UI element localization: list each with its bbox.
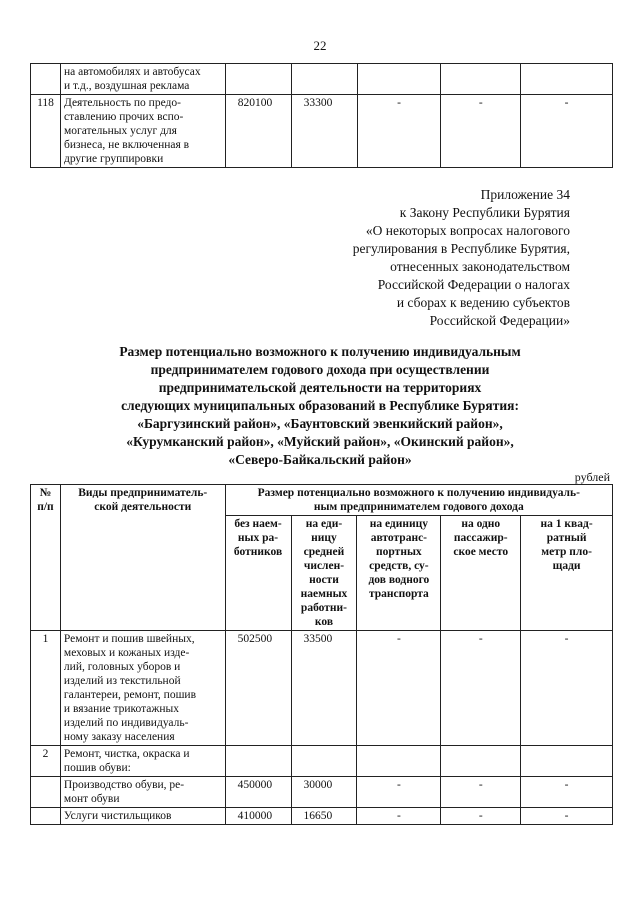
value-cell: [357, 746, 441, 777]
row-number: [31, 777, 61, 808]
header-income-group: [225, 485, 612, 516]
header-line: работни-: [300, 602, 347, 614]
header-line: щади: [552, 560, 581, 572]
header-line: ской деятельности: [94, 501, 192, 513]
header-subcolumn: [291, 516, 357, 631]
value-cell: 820100: [225, 95, 291, 168]
top-table: [30, 63, 613, 168]
title-line: предпринимателем годового дохода при осуществлении: [150, 362, 490, 377]
header-line: транспорта: [368, 588, 429, 600]
table-row: [31, 777, 613, 808]
title-line: «Баргузинский район», «Баунтовский эвенкийский район»,: [137, 416, 503, 431]
header-activity: [60, 485, 225, 631]
row-number: 2: [31, 746, 61, 777]
header-number: [31, 485, 61, 631]
table-row: [31, 808, 613, 825]
value-cell: -: [521, 808, 613, 825]
table-row: [31, 95, 613, 168]
value-cell: 33500: [291, 631, 357, 746]
table-row: [31, 746, 613, 777]
appendix-line: и сборах к ведению субъектов: [396, 295, 570, 310]
cell-line: Ремонт и пошив швейных,: [63, 633, 195, 645]
value-cell: -: [357, 808, 441, 825]
appendix-line: «О некоторых вопросах налогового: [365, 223, 570, 238]
value-cell: [521, 64, 613, 95]
cell-line: галантереи, ремонт, пошив: [63, 689, 197, 701]
activity-cell: [60, 746, 225, 777]
activity-cell: [60, 64, 225, 95]
appendix-line: к Закону Республики Бурятия: [399, 205, 570, 220]
activity-cell: [60, 808, 225, 825]
cell-line: Производство обуви, ре-: [63, 779, 185, 791]
header-line: ков: [314, 616, 334, 628]
title-line: «Северо-Байкальский район»: [228, 452, 412, 467]
table-row: [31, 631, 613, 746]
header-line: без наем-: [234, 518, 282, 530]
value-cell: 30000: [291, 777, 357, 808]
header-line: наемных: [300, 588, 348, 600]
title-line: следующих муниципальных образований в Республике Бурятия:: [121, 398, 519, 413]
header-line: средств, су-: [369, 560, 429, 572]
table-row: [31, 64, 613, 95]
appendix-line: регулирования в Республике Бурятия,: [352, 241, 570, 256]
value-cell: -: [441, 95, 521, 168]
value-cell: -: [521, 95, 613, 168]
header-line: дов водного: [368, 574, 430, 586]
header-subcolumn: [225, 516, 291, 631]
activity-cell: [60, 631, 225, 746]
value-cell: -: [521, 631, 613, 746]
cell-line: и т.д., воздушная реклама: [63, 80, 190, 92]
value-cell: [225, 746, 291, 777]
header-line: на одно: [461, 518, 501, 530]
cell-line: ному заказу населения: [63, 731, 175, 743]
header-line: метр пло-: [541, 546, 592, 558]
value-cell: -: [357, 631, 441, 746]
header-subcolumn: [441, 516, 521, 631]
value-cell: -: [357, 95, 441, 168]
page-number: 22: [313, 38, 327, 53]
header-subcolumn: [357, 516, 441, 631]
title-line: предпринимательской деятельности на территориях: [158, 380, 482, 395]
activity-cell: [60, 95, 225, 168]
title-line: Размер потенциально возможного к получению индивидуальным: [119, 344, 521, 359]
header-line: ское место: [453, 546, 509, 558]
cell-line: изделий по индивидуаль-: [63, 717, 189, 729]
header-line: ности: [309, 574, 339, 586]
header-line: ботников: [233, 546, 283, 558]
appendix-line: отнесенных законодательством: [390, 259, 570, 274]
value-cell: 410000: [225, 808, 291, 825]
cell-line: ставлению прочих вспо-: [63, 111, 184, 123]
cell-line: бизнеса, не включенная в: [63, 139, 190, 151]
cell-line: Услуги чистильщиков: [63, 810, 172, 822]
cell-line: пошив обуви:: [63, 762, 131, 774]
value-cell: -: [441, 777, 521, 808]
header-line: ницу: [311, 532, 337, 544]
header-subcolumn: [521, 516, 613, 631]
header-line: ных ра-: [237, 532, 279, 544]
cell-line: Ремонт, чистка, окраска и: [63, 748, 190, 760]
cell-line: Деятельность по предо-: [63, 97, 181, 109]
header-line: пассажир-: [453, 532, 508, 544]
value-cell: [291, 746, 357, 777]
cell-line: и вязание трикотажных: [63, 703, 179, 715]
header-line: Виды предприниматель-: [78, 487, 208, 499]
appendix-line: Приложение 34: [480, 187, 570, 202]
cell-line: монт обуви: [63, 793, 120, 805]
document-title: [60, 343, 580, 469]
cell-line: лий, головных уборов и: [63, 661, 181, 673]
value-cell: 502500: [225, 631, 291, 746]
cell-line: меховых и кожаных изде-: [63, 647, 190, 659]
value-cell: [441, 746, 521, 777]
header-line: портных: [376, 546, 422, 558]
header-line: ратный: [546, 532, 587, 544]
appendix-line: Российской Федерации о налогах: [377, 277, 570, 292]
header-line: на единицу: [369, 518, 428, 530]
value-cell: 450000: [225, 777, 291, 808]
income-table: [30, 484, 613, 825]
value-cell: [441, 64, 521, 95]
activity-cell: [60, 777, 225, 808]
currency-unit: рублей: [574, 470, 610, 484]
value-cell: -: [441, 808, 521, 825]
value-cell: [291, 64, 357, 95]
cell-line: на автомобилях и автобусах: [63, 66, 201, 78]
header-line: числен-: [303, 560, 345, 572]
appendix-reference: [240, 186, 570, 330]
row-number: 118: [31, 95, 61, 168]
cell-line: изделий из текстильной: [63, 675, 181, 687]
header-line: ным предпринимателем годового дохода: [313, 501, 524, 513]
value-cell: -: [441, 631, 521, 746]
header-line: Размер потенциально возможного к получению индивидуаль-: [257, 487, 580, 499]
value-cell: 33300: [291, 95, 357, 168]
header-line: №: [39, 487, 52, 499]
header-line: п/п: [37, 501, 54, 513]
value-cell: -: [521, 777, 613, 808]
value-cell: [357, 64, 441, 95]
row-number: [31, 808, 61, 825]
title-line: «Курумканский район», «Муйский район», «Окинский район»,: [126, 434, 514, 449]
value-cell: [521, 746, 613, 777]
cell-line: другие группировки: [63, 153, 164, 165]
header-line: автотранс-: [370, 532, 427, 544]
cell-line: могательных услуг для: [63, 125, 177, 137]
header-line: на 1 квад-: [540, 518, 593, 530]
value-cell: -: [357, 777, 441, 808]
row-number: [31, 64, 61, 95]
appendix-line: Российской Федерации»: [429, 313, 570, 328]
value-cell: [225, 64, 291, 95]
header-line: на еди-: [305, 518, 343, 530]
row-number: 1: [31, 631, 61, 746]
value-cell: 16650: [291, 808, 357, 825]
header-line: средней: [303, 546, 345, 558]
